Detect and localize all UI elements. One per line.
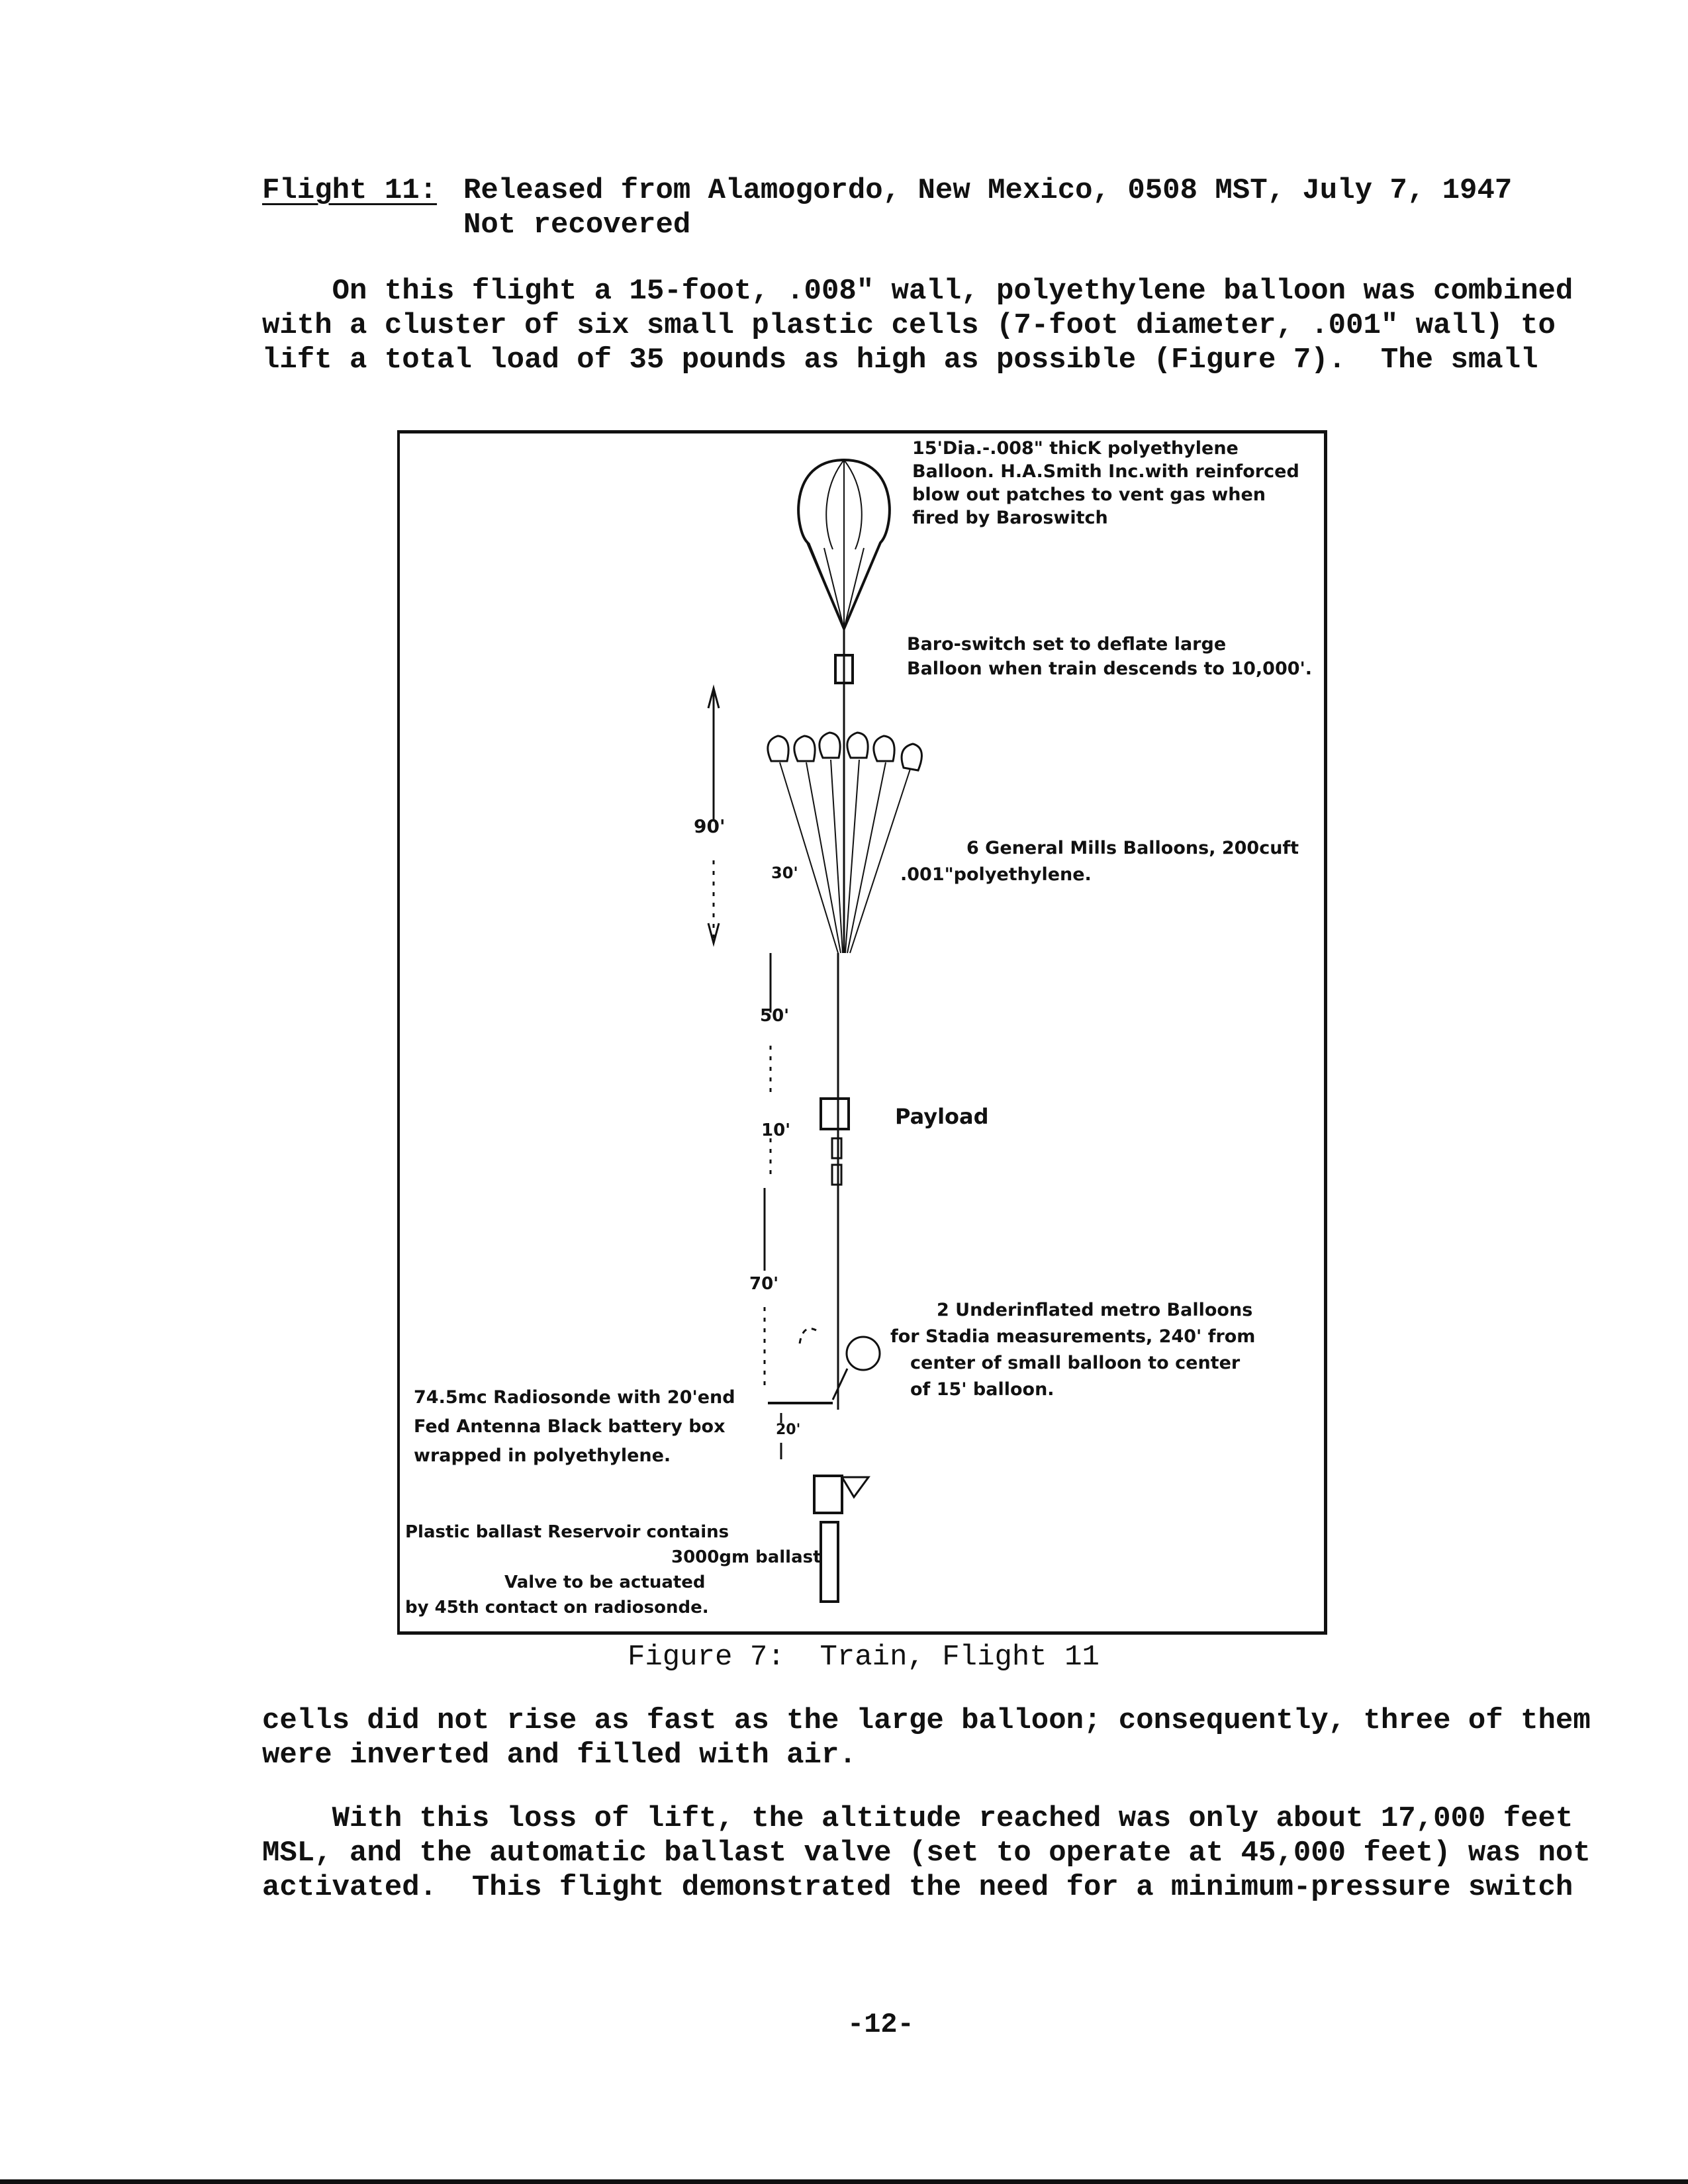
payload-box-icon xyxy=(821,1099,849,1129)
metro-balloons-label: 2 Underinflated metro Balloons for Stadia measurements, 240' from center of small balloon to center of 15' balloon. xyxy=(890,1300,1256,1400)
paragraph-3-line-3: activated. This flight demonstrated the need for a minimum-pressure switch xyxy=(262,1871,1573,1904)
main-balloon-label: 15'Dia.-.008" thicK polyethylene Balloon. H.A.Smith Inc.with reinforced blow out patches to vent gas when fired by Baroswitch xyxy=(912,438,1299,528)
dimension-30ft: 30' xyxy=(771,864,798,882)
dimension-70ft: 70' xyxy=(749,1274,779,1294)
radiosonde-label: 74.5mc Radiosonde with 20'end Fed Antenna Black battery box wrapped in polyethylene. xyxy=(414,1387,735,1466)
paragraph-1-line-2: with a cluster of six small plastic cells (7-foot diameter, .001" wall) to xyxy=(262,309,1556,342)
metro-balloon-icon xyxy=(847,1337,880,1370)
scan-edge-line xyxy=(0,2179,1688,2184)
paragraph-3-line-2: MSL, and the automatic ballast valve (set to operate at 45,000 feet) was not xyxy=(262,1837,1591,1870)
flight-status: Not recovered xyxy=(463,208,691,242)
flight-label: Flight 11: xyxy=(262,174,438,207)
paragraph-1-line-3: lift a total load of 35 pounds as high as possible (Figure 7). The small xyxy=(262,343,1538,377)
paragraph-3-line-1: With this loss of lift, the altitude reached was only about 17,000 feet xyxy=(262,1802,1573,1835)
dimension-50ft: 50' xyxy=(760,1006,790,1026)
paragraph-1-line-1: On this flight a 15-foot, .008" wall, polyethylene balloon was combined xyxy=(262,275,1573,308)
paragraph-2-line-2: were inverted and filled with air. xyxy=(262,1739,857,1772)
dimension-20ft: 20' xyxy=(776,1422,801,1438)
ballast-reservoir-icon xyxy=(814,1476,842,1513)
baro-switch-label: Baro-switch set to deflate large Balloon when train descends to 10,000'. xyxy=(907,634,1313,679)
figure-caption: Figure 7: Train, Flight 11 xyxy=(628,1641,1100,1674)
dimension-90ft: 90' xyxy=(694,815,726,837)
paragraph-2-line-1: cells did not rise as fast as the large balloon; consequently, three of them xyxy=(262,1704,1591,1737)
payload-label: Payload xyxy=(895,1104,989,1129)
ballast-label: Plastic ballast Reservoir contains 3000gm ballast Valve to be actuated by 45th contact on radiosonde. xyxy=(405,1522,821,1617)
gm-balloons-label: 6 General Mills Balloons, 200cuft .001"polyethylene. xyxy=(900,838,1299,885)
dimension-10ft: 10' xyxy=(761,1120,791,1140)
flight-release-info: Released from Alamogordo, New Mexico, 0508 MST, July 7, 1947 xyxy=(463,174,1513,207)
page-number: -12- xyxy=(847,2009,914,2040)
